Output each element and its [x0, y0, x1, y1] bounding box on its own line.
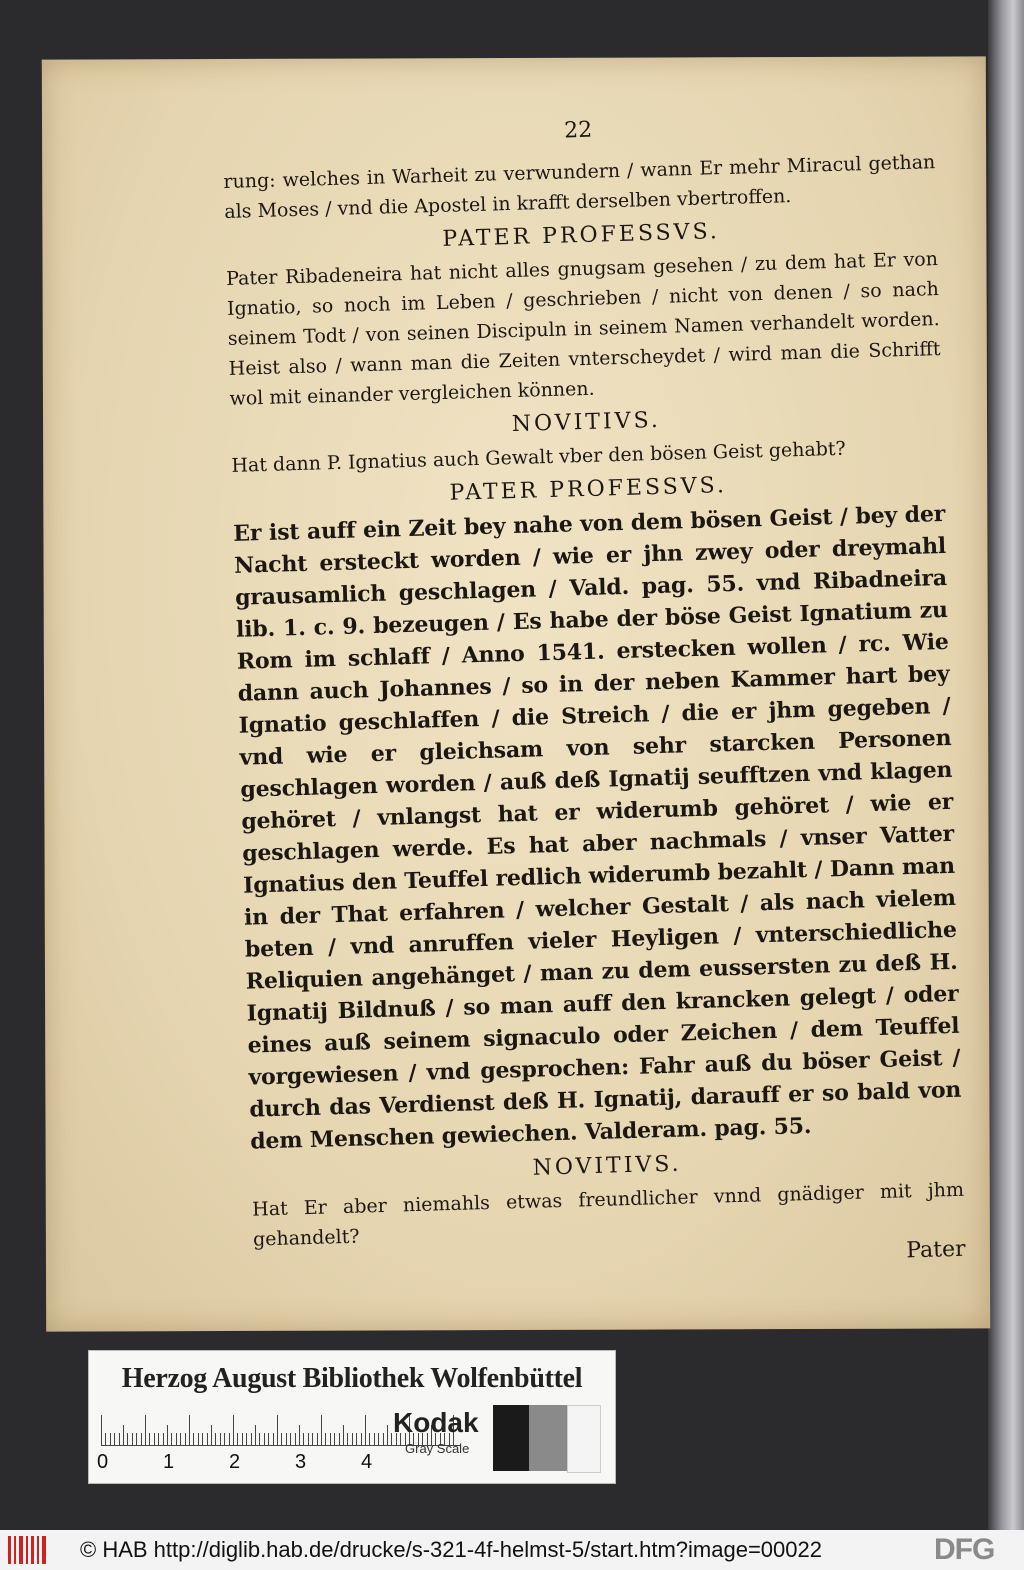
gray-patch-mid — [529, 1405, 567, 1471]
ruler-tick — [281, 1433, 282, 1445]
ruler-tick — [229, 1433, 230, 1445]
ruler-number: 3 — [295, 1451, 307, 1473]
ruler-tick — [378, 1433, 379, 1445]
ruler-tick — [273, 1433, 274, 1445]
ruler-tick — [290, 1433, 291, 1445]
library-color-card — [88, 1350, 616, 1484]
grayscale-label: Gray Scale — [405, 1441, 470, 1456]
ruler-tick — [163, 1433, 164, 1445]
ruler-tick — [352, 1433, 353, 1445]
speaker-heading: NOVITIVS. — [511, 407, 662, 438]
ruler-tick — [136, 1433, 137, 1445]
page-paragraphs — [223, 147, 965, 1254]
ruler-tick — [369, 1433, 370, 1445]
ruler-tick — [180, 1433, 181, 1445]
speaker-heading: PATER PROFESSVS. — [442, 219, 721, 252]
ruler-tick — [317, 1433, 318, 1445]
page-number: 22 — [563, 117, 593, 144]
ruler-tick — [154, 1433, 155, 1445]
ruler-tick — [167, 1425, 168, 1445]
ruler-tick — [237, 1433, 238, 1445]
speaker-heading: NOVITIVS. — [532, 1151, 682, 1181]
ruler-tick — [303, 1433, 304, 1445]
ruler-tick — [149, 1433, 150, 1445]
ruler-tick — [387, 1425, 388, 1445]
adjacent-page-edge — [988, 0, 1024, 1530]
ruler-tick — [215, 1433, 216, 1445]
text-paragraph: Hat Er aber niemahls etwas freundlicher vnnd gnädiger mit jhm gehandelt? — [251, 1178, 965, 1251]
ruler-tick — [185, 1433, 186, 1445]
ruler-tick — [127, 1433, 128, 1445]
ruler-tick — [277, 1415, 278, 1445]
ruler-tick — [295, 1433, 296, 1445]
ruler-tick — [220, 1433, 221, 1445]
ruler-tick — [158, 1433, 159, 1445]
ruler-tick — [374, 1433, 375, 1445]
ruler-tick — [264, 1433, 265, 1445]
ruler-tick — [119, 1433, 120, 1445]
ruler-tick — [299, 1425, 300, 1445]
ruler-tick — [246, 1433, 247, 1445]
dfg-logo: DFG — [934, 1533, 995, 1566]
ruler-number: 2 — [229, 1451, 241, 1473]
ruler-tick — [383, 1433, 384, 1445]
ruler-tick — [321, 1415, 322, 1445]
ruler-tick — [325, 1433, 326, 1445]
barcode-icon — [8, 1536, 48, 1564]
ruler-tick — [251, 1433, 252, 1445]
ruler-tick — [198, 1433, 199, 1445]
ruler-tick — [110, 1433, 111, 1445]
ruler-tick — [361, 1433, 362, 1445]
ruler-tick — [330, 1433, 331, 1445]
text-paragraph: rung: welches in Warheit zu verwundern / wann Er mehr Miracul gethan als Moses / vnd die Apostel in krafft derselben vbertroffen. — [223, 151, 936, 223]
ruler-tick — [308, 1433, 309, 1445]
ruler-tick — [176, 1433, 177, 1445]
ruler-tick — [334, 1433, 335, 1445]
ruler-tick — [207, 1433, 208, 1445]
ruler-tick — [171, 1433, 172, 1445]
ruler-number: 1 — [163, 1451, 175, 1473]
ruler-tick — [259, 1433, 260, 1445]
ruler-tick — [356, 1433, 357, 1445]
ruler-tick — [224, 1433, 225, 1445]
speaker-heading: PATER PROFESSVS. — [449, 473, 728, 506]
ruler-tick — [101, 1415, 102, 1445]
copyright-url[interactable]: © HAB http://diglib.hab.de/drucke/s-321-4f-helmst-5/start.htm?image=00022 — [80, 1537, 822, 1562]
footer-bar — [0, 1530, 1024, 1570]
ruler-tick — [312, 1433, 313, 1445]
ruler-tick — [339, 1433, 340, 1445]
ruler-tick — [286, 1433, 287, 1445]
gray-patch-white — [567, 1405, 601, 1473]
text-paragraph: Pater Ribadeneira hat nicht alles gnugsam gesehen / zu dem hat Er von Ignatio, so noch im Leben / geschrieben / nicht von denen / so nach seinem Todt / von seinen Discipuln in seinem Namen verhandelt worden. Heist also / wann man die Zeiten vnterscheydet / wird man die Schrifft wol mit einander vergleichen können. — [225, 248, 941, 410]
ruler-tick — [114, 1433, 115, 1445]
ruler-tick — [255, 1425, 256, 1445]
ruler-tick — [365, 1415, 366, 1445]
ruler-tick — [268, 1433, 269, 1445]
ruler-tick — [347, 1433, 348, 1445]
page-text — [222, 108, 966, 1281]
ruler-tick — [141, 1433, 142, 1445]
ruler-tick — [233, 1415, 234, 1445]
catchword: Pater — [905, 1236, 966, 1264]
ruler-tick — [145, 1415, 146, 1445]
gray-patch-black — [493, 1405, 529, 1471]
ruler-tick — [193, 1433, 194, 1445]
text-paragraph: Er ist auff ein Zeit bey nahe von dem bösen Geist / bey der Nacht ersteckt worden / wie er jhn zwey oder dreymahl grausamlich geschlagen / Vald. pag. 55. vnd Ribadneira lib. 1. c. 9. bezeugen / Es habe der böse Geist Ignatium zu Rom im schlaff / Anno 1541. erstecken wollen / rc. Wie dann auch Johannes / so in der neben Kammer hart bey Ignatio geschlaffen / die Streich / die er jhm gegeben / vnd wie er gleichsam von sehr starcken Personen geschlagen worden / auß deß Ignatij seufftzen vnd klagen gehöret / vnlangst hat er widerumb gehöret / wie er geschlagen werde. Es hat aber nachmals / vnser Vatter Ignatius den Teuffel redlich widerumb bezahlt / Dann man in der That erfahren / welcher Gestalt / als nach vielem beten / vnd anruffen vieler Heyligen / vnterschiedliche Reliquien angehänget / man zu dem eussersten zu deß H. Ignatij Bildnuß / so man auff den krancken gelegt / oder eines auß seinem signaculo oder Zeichen / dem Teuffel vorgewiesen / vnd gesprochen: Fahr auß du böser Geist / durch das Verdienst deß H. Ignatij, darauff er so bald von dem Menschen gewiechen. Valderam. pag. 55. — [232, 500, 962, 1155]
ruler-tick — [242, 1433, 243, 1445]
kodak-logo: Kodak — [393, 1407, 479, 1438]
ruler-tick — [132, 1433, 133, 1445]
ruler-number: 0 — [97, 1451, 109, 1473]
ruler-number: 4 — [361, 1451, 373, 1473]
ruler-tick — [211, 1425, 212, 1445]
ruler-tick — [343, 1425, 344, 1445]
library-name: Herzog August Bibliothek Wolfenbüttel — [121, 1363, 583, 1394]
text-paragraph: Hat dann P. Ignatius auch Gewalt vber den bösen Geist gehabt? — [231, 437, 847, 477]
ruler-tick — [202, 1433, 203, 1445]
ruler-tick — [189, 1415, 190, 1445]
ruler-tick — [105, 1433, 106, 1445]
ruler-tick — [123, 1425, 124, 1445]
